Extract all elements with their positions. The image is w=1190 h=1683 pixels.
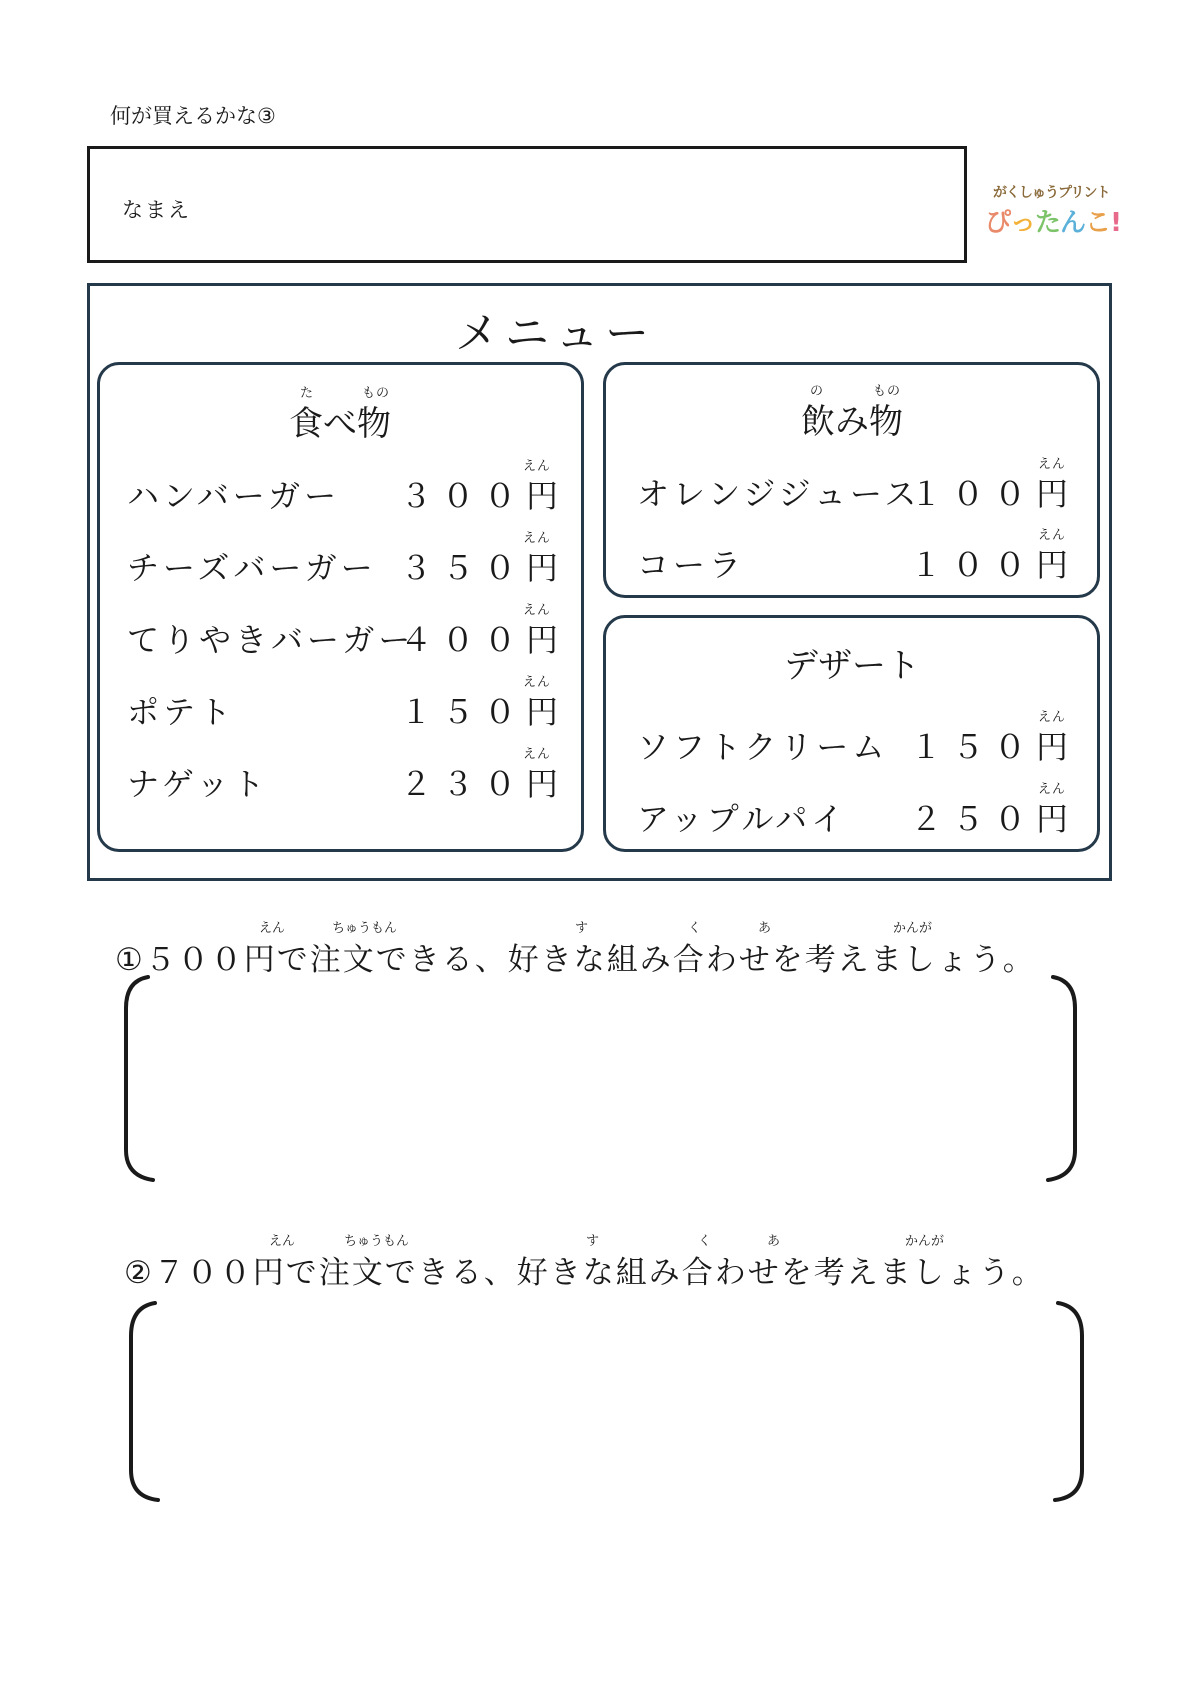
answer-area-2[interactable]: [145, 1310, 1065, 1495]
question-ruby: えん: [269, 1234, 296, 1249]
menu-item-price: １００円: [910, 475, 1079, 513]
menu-item-name: ソフトクリーム: [637, 728, 889, 766]
menu-title: メニュー: [455, 308, 655, 359]
drinks-title: 飲み物: [801, 402, 903, 442]
question-ruby: ちゅうもん: [332, 921, 398, 936]
menu-item-price: ２３０円: [400, 765, 569, 803]
name-label: なまえ: [122, 198, 191, 222]
question-2-text: ②７００円で注文できる、好きな組み合わせを考えましょう。: [124, 1255, 1045, 1291]
menu-item-name: ポテト: [127, 693, 236, 731]
menu-item-price: １５０円: [400, 693, 569, 731]
menu-item-name: ナゲット: [127, 765, 269, 803]
drinks-title-ruby-1: の: [810, 384, 825, 399]
question-ruby: かんが: [893, 921, 933, 936]
drinks-title-ruby-2: もの: [873, 384, 902, 399]
question-ruby: あ: [767, 1234, 781, 1249]
price-ruby: えん: [523, 675, 552, 690]
question-1-text: ①５００円で注文できる、好きな組み合わせを考えましょう。: [115, 942, 1036, 978]
worksheet-title: 何が買えるかな③: [110, 104, 276, 128]
menu-item-price: ４００円: [400, 621, 569, 659]
menu-item-price: ２５０円: [910, 800, 1079, 838]
menu-item-name: コーラ: [637, 546, 746, 584]
price-ruby: えん: [1038, 528, 1067, 543]
menu-item-name: チーズバーガー: [127, 549, 377, 587]
question-ruby: えん: [259, 921, 286, 936]
menu-item-price: １５０円: [910, 728, 1079, 766]
price-ruby: えん: [523, 531, 552, 546]
menu-item-name: ハンバーガー: [127, 477, 341, 515]
question-ruby: かんが: [905, 1234, 945, 1249]
food-title-ruby-1: た: [300, 386, 315, 401]
question-ruby: く: [698, 1234, 712, 1249]
menu-item-price: ３５０円: [400, 549, 569, 587]
menu-item-name: オレンジジュース: [637, 475, 921, 513]
menu-item-name: アップルパイ: [637, 800, 848, 838]
price-ruby: えん: [523, 747, 552, 762]
question-ruby: あ: [758, 921, 772, 936]
answer-area-1[interactable]: [140, 985, 1060, 1175]
menu-item-price: １００円: [910, 546, 1079, 584]
food-title-ruby-2: もの: [362, 386, 391, 401]
price-ruby: えん: [523, 459, 552, 474]
menu-item-name: てりやきバーガー: [127, 621, 415, 659]
price-ruby: えん: [1038, 710, 1067, 725]
price-ruby: えん: [1038, 782, 1067, 797]
question-ruby: す: [586, 1234, 600, 1249]
menu-item-price: ３００円: [400, 477, 569, 515]
price-ruby: えん: [1038, 457, 1067, 472]
question-ruby: ちゅうもん: [344, 1234, 410, 1249]
question-ruby: く: [688, 921, 702, 936]
logo-line2: ぴったんこ!: [985, 208, 1121, 238]
food-title: 食べ物: [289, 404, 391, 444]
price-ruby: えん: [523, 603, 552, 618]
dessert-title: デザート: [784, 646, 920, 686]
question-ruby: す: [575, 921, 589, 936]
logo-line1: がくしゅうプリント: [993, 185, 1110, 201]
